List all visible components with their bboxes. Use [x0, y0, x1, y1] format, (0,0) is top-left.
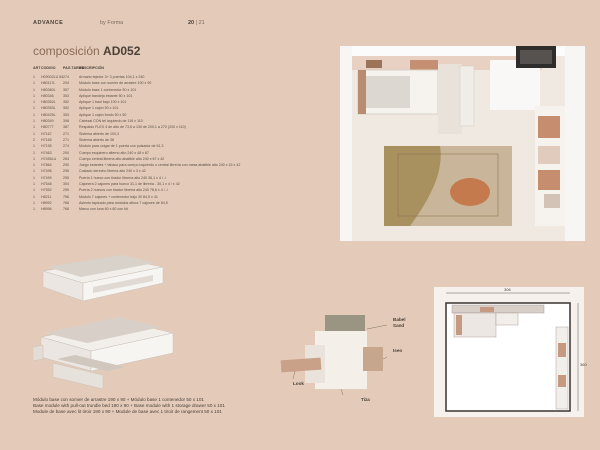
item-description: Módulo para colgar de 1 puerta con pulsador de 61,3: [79, 144, 164, 149]
table-header: [33, 66, 104, 70]
item-code: H8992: [41, 200, 52, 205]
brand-name: ADVANCE: [33, 20, 64, 26]
item-description: Aplique 1 baúl bajo 100 x 101: [79, 100, 127, 105]
item-qty: 1: [33, 169, 35, 174]
item-code: H80777: [41, 125, 54, 130]
item-description: Aplique 1 cajón fondo 50 x 50: [79, 112, 127, 117]
item-description: Cuerpo central librería alto abatible alto 240 x 67 x 42: [79, 156, 165, 161]
item-qty: 2: [33, 137, 35, 142]
item-description: Módulo base con somier de arrastre 190 x 90: [79, 81, 152, 86]
col-art: ART: [33, 66, 41, 70]
item-page: 768: [63, 207, 69, 212]
plan-width-label: 306: [504, 287, 511, 292]
item-qty: 1: [33, 106, 35, 111]
swatch-iseo: [363, 347, 383, 371]
caption-fr: Module de base avec lit tiroir 190 x 90 + Module de base avec 1 tiroir de rangement 50 x 101: [33, 409, 222, 414]
item-qty: 1: [33, 75, 35, 79]
item-qty: 1: [33, 194, 35, 199]
item-description: Marco con luna 60 x 60 con kit: [79, 207, 128, 212]
col-descripcion: DESCRIPCIÓN: [79, 66, 104, 70]
item-description: Puerta 1 hueco con tirador librería alto 240 36,1 x 4 / -/: [79, 175, 167, 180]
item-page: 357: [63, 87, 69, 92]
label-look: Look: [293, 381, 304, 386]
item-qty: 1: [33, 81, 35, 86]
col-pag-tarifa: PAG.TARIFA: [63, 66, 85, 70]
item-page: 295: [63, 188, 69, 193]
item-qty: 1: [33, 175, 35, 180]
page-separator: |: [195, 20, 198, 26]
item-page: 352: [63, 100, 69, 105]
item-qty: 1: [33, 163, 35, 168]
item-list: [33, 74, 333, 213]
item-page: 290: [63, 163, 69, 168]
item-description: Puerta 2 huecos con tirador librería alto 240 78,6 x 4 / -/: [79, 188, 168, 193]
room-photo: [340, 46, 585, 241]
item-code: H7167: [41, 131, 52, 136]
item-description: Sistema abierto de 100,3: [79, 131, 119, 136]
list-item: [33, 206, 333, 212]
item-qty: 1: [33, 200, 35, 205]
item-code: H80353L: [41, 106, 56, 111]
item-qty: 1: [33, 207, 35, 212]
item-code: H7455LU: [41, 156, 57, 161]
title-prefix: composición: [33, 44, 100, 58]
item-description: Cuerpo esquinero alterno alto 240 x 48 x 67: [79, 150, 149, 155]
item-code: H7496: [41, 169, 52, 174]
item-qty: 1: [33, 182, 35, 187]
item-qty: 1: [33, 100, 35, 105]
item-qty: 1: [33, 150, 35, 155]
item-code: H80117L: [41, 81, 56, 86]
item-qty: 1: [33, 87, 35, 92]
col-codigo: CODIGO: [41, 66, 56, 70]
item-page: 768: [63, 200, 69, 205]
page-title: [33, 44, 140, 58]
item-page: 271: [63, 137, 69, 142]
item-description: Cajonera 2 cajones para hueco 31,1 de librería - 30,1 x 4 / x 42: [79, 182, 180, 187]
label-babel: Babel: [393, 317, 406, 322]
item-page: 274: [63, 144, 69, 149]
item-code: H7864: [41, 163, 52, 168]
item-page: 398: [63, 119, 69, 124]
label-iseo: Iseo: [393, 348, 403, 353]
finish-swatches: [275, 315, 390, 405]
plan-depth-label: 360: [580, 362, 587, 367]
item-code: H8996: [41, 207, 52, 212]
item-page: 271: [63, 131, 69, 136]
item-description: Aplique bandeja estante 50 x 101: [79, 93, 133, 98]
item-code: H8211: [41, 194, 52, 199]
item-page: 387: [63, 125, 69, 130]
label-tiza: Tiza: [361, 397, 370, 402]
floor-plan: [434, 287, 584, 417]
item-page: 204: [63, 81, 69, 86]
item-description: Costado derecho librería alto 240 x 3 x 42: [79, 169, 146, 174]
item-description: Asiento tapizado para módulos altura 7 cajones de 84,5: [79, 200, 168, 205]
item-description: Respaldo FLEX 4 de alto de 73,6 a 130 de 200,1 a 270 (200 x 110): [79, 125, 186, 130]
label-sand: Sand: [393, 323, 405, 328]
item-page: 304: [63, 182, 69, 187]
item-description: Aplique 1 cajón 50 x 101: [79, 106, 119, 111]
item-page: 353: [63, 112, 69, 117]
page-numbers: [188, 20, 205, 26]
item-qty: 1: [33, 156, 35, 161]
item-qty: 1: [33, 93, 35, 98]
item-code: H7463: [41, 150, 52, 155]
caption-es: Módulo base con somier de arrastre 190 x 90 + Módulo base 1 contenedor 50 x 101: [33, 397, 204, 402]
item-page: 295: [63, 175, 69, 180]
item-code: H80352L: [41, 100, 56, 105]
item-description: Módulo 7 cajones + contenedor bajo 30 84,5 x 41: [79, 194, 158, 199]
item-code: H7548: [41, 182, 52, 187]
item-code: H80360L: [41, 87, 56, 92]
item-qty: 1: [33, 125, 35, 130]
item-description: Armario tejedor 3+ 3 puertas 104,1 x 240: [79, 75, 145, 79]
item-code: H80425L: [41, 112, 56, 117]
caption: [33, 397, 225, 415]
item-code: H7165: [41, 137, 52, 142]
item-page: 353: [63, 93, 69, 98]
item-qty: 1: [33, 131, 35, 136]
item-page: 290: [63, 150, 69, 155]
item-qty: 1: [33, 112, 35, 117]
item-code: H7195: [41, 144, 52, 149]
item-description: Módulo base 1 contenedor 50 x 101: [79, 87, 137, 92]
item-qty: 1: [33, 144, 35, 149]
module-lower-illustration: [33, 307, 183, 397]
page-other: 21: [198, 20, 205, 26]
item-qty: 1: [33, 119, 35, 124]
item-code: H09002LU 84: [41, 75, 64, 79]
item-page: 756: [63, 194, 69, 199]
item-code: H7499: [41, 175, 52, 180]
item-code: H80349: [41, 119, 54, 124]
item-qty: 1: [33, 188, 35, 193]
item-code: H7552: [41, 188, 52, 193]
item-code: H80346: [41, 93, 54, 98]
item-page: 274: [63, 75, 69, 79]
item-description: Sistema abierto de 36: [79, 137, 114, 142]
item-page: 352: [63, 106, 69, 111]
item-description: Cabezal CON tel izquierdo de 116 x 110: [79, 119, 143, 124]
page-current: 20: [188, 20, 195, 26]
caption-en: Base module with pull-out trundle bed 190 x 90 + Base module with 1 storage drawer 50 x 101: [33, 403, 225, 408]
item-page: 284: [63, 156, 69, 161]
brand-byline: by Forma: [100, 20, 124, 26]
item-page: 295: [63, 169, 69, 174]
item-description: Juego estantes + tabaco para cuerpo izquierdo o central librería con mesa abatible alto 240 x 15 x 42: [79, 163, 241, 168]
title-code: AD052: [103, 44, 141, 58]
